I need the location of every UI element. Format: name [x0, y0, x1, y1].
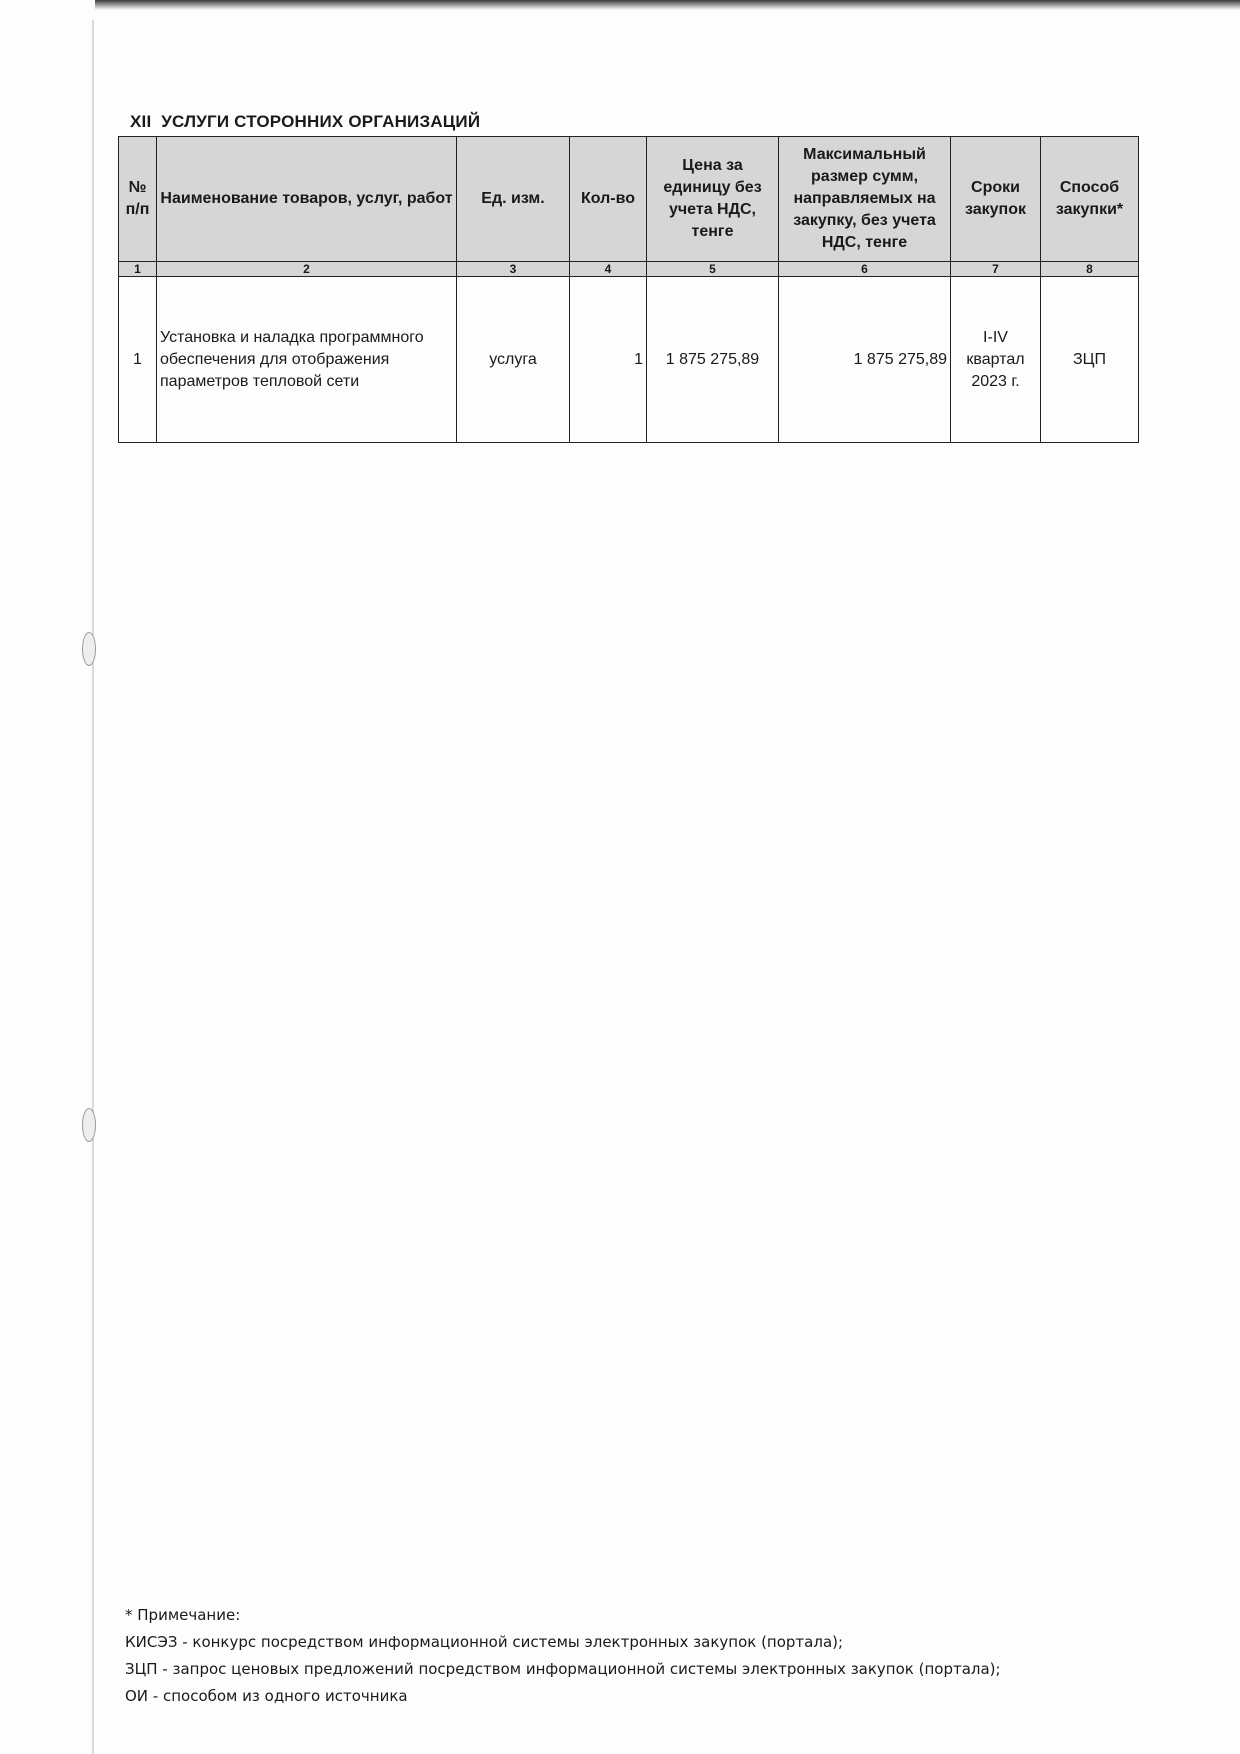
punch-hole — [82, 1108, 96, 1142]
column-number: 6 — [779, 262, 951, 277]
section-number: XII — [130, 112, 152, 131]
header-cell-number: № п/п — [119, 137, 157, 262]
header-cell-name: Наименование товаров, услуг, работ — [157, 137, 457, 262]
row-item-name: Установка и наладка программного обеспечения для отображения параметров тепловой сети — [157, 277, 457, 443]
column-number: 2 — [157, 262, 457, 277]
column-number-row — [119, 262, 1139, 277]
scan-top-edge — [95, 0, 1240, 10]
column-number: 7 — [951, 262, 1041, 277]
row-unit-price: 1 875 275,89 — [647, 277, 779, 443]
table-row — [119, 277, 1139, 443]
row-number: 1 — [119, 277, 157, 443]
header-cell-term: Сроки закупок — [951, 137, 1041, 262]
header-cell-qty: Кол-во — [570, 137, 647, 262]
row-procurement-term: I-IV квартал 2023 г. — [951, 277, 1041, 443]
header-cell-price: Цена за единицу без учета НДС, тенге — [647, 137, 779, 262]
column-number: 5 — [647, 262, 779, 277]
row-unit: услуга — [457, 277, 570, 443]
footnote-line: КИСЭЗ - конкурс посредством информационной системы электронных закупок (портала); — [125, 1633, 844, 1651]
row-max-amount: 1 875 275,89 — [779, 277, 951, 443]
column-number: 3 — [457, 262, 570, 277]
procurement-table — [118, 136, 1139, 443]
footnote-line: ОИ - способом из одного источника — [125, 1687, 408, 1705]
table-header-row — [119, 137, 1139, 262]
column-number: 4 — [570, 262, 647, 277]
punch-hole — [82, 632, 96, 666]
header-cell-unit: Ед. изм. — [457, 137, 570, 262]
column-number: 1 — [119, 262, 157, 277]
footnote-line: ЗЦП - запрос ценовых предложений посредством информационной системы электронных закупок (портала); — [125, 1660, 1001, 1678]
section-title: УСЛУГИ СТОРОННИХ ОРГАНИЗАЦИЙ — [161, 112, 481, 131]
column-number: 8 — [1041, 262, 1139, 277]
footnote-title: * Примечание: — [125, 1606, 241, 1624]
header-cell-method: Способ закупки* — [1041, 137, 1139, 262]
scan-left-edge — [92, 20, 94, 1754]
row-quantity: 1 — [570, 277, 647, 443]
header-cell-max-amount: Максимальный размер сумм, направляемых на закупку, без учета НДС, тенге — [779, 137, 951, 262]
row-procurement-method: ЗЦП — [1041, 277, 1139, 443]
section-heading — [130, 112, 480, 132]
footnotes — [125, 1602, 1001, 1710]
